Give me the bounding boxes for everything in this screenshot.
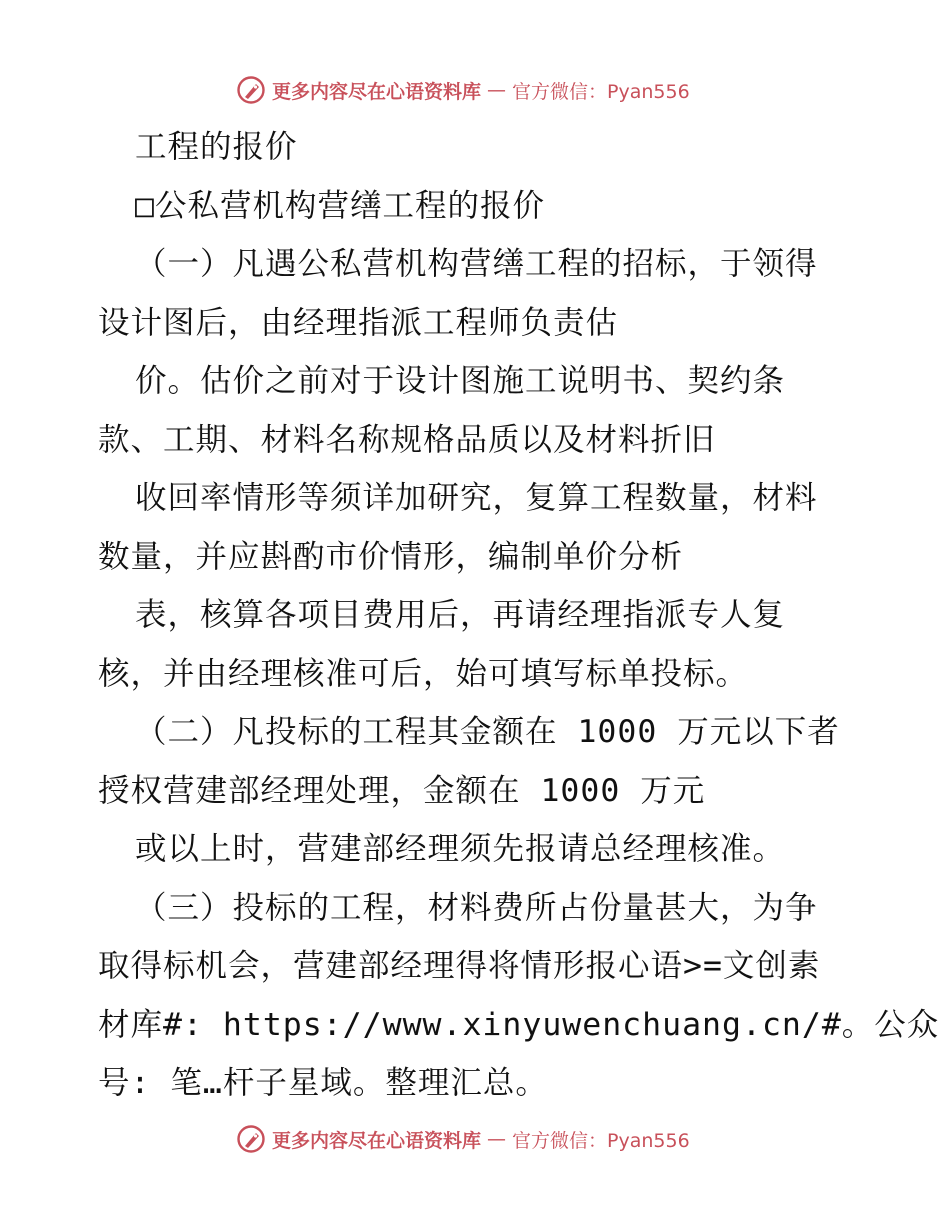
doc-line: 或以上时，营建部经理须先报请总经理核准。 (135, 831, 786, 867)
watermark-dash: — (487, 79, 507, 101)
watermark-main-text: 更多内容尽在心语资料库 (272, 80, 482, 103)
doc-line: （二）凡投标的工程其金额在 1000 万元以下者 (135, 714, 840, 750)
doc-line: 表，核算各项目费用后，再请经理指派专人复 (135, 597, 786, 633)
doc-line: 设计图后，由经理指派工程师负责估 (98, 304, 619, 341)
watermark-contact-text: 官方微信：Pyan556 (512, 80, 690, 103)
doc-line-heading: □公私营机构营缮工程的报价 (135, 187, 545, 224)
pen-nib-circle-icon (236, 75, 266, 105)
doc-line: 收回率情形等须详加研究，复算工程数量，材料 (135, 480, 818, 516)
doc-line: 数量，并应斟酌市价情形，编制单价分析 (98, 538, 684, 575)
doc-line-title: 工程的报价 (135, 129, 298, 165)
doc-line: 号: 笔…杆子星域。整理汇总。 (98, 1065, 548, 1101)
watermark-contact-text: 官方微信：Pyan556 (512, 1129, 690, 1152)
doc-line: （一）凡遇公私营机构营缮工程的招标，于领得 (135, 246, 818, 282)
doc-line: 取得标机会，营建部经理得将情形报心语>=文创素 (98, 948, 821, 984)
watermark-dash: — (487, 1128, 507, 1150)
doc-line: 授权营建部经理处理，金额在 1000 万元 (98, 772, 706, 809)
document-body (98, 118, 940, 1113)
footer-watermark (236, 1122, 690, 1156)
doc-line: 核，并由经理核准可后，始可填写标单投标。 (98, 655, 749, 692)
doc-line: 材库#: https://www.xinyuwenchuang.cn/#。公众 (98, 1006, 940, 1043)
pen-nib-circle-icon (236, 1124, 266, 1154)
doc-line: 款、工期、材料名称规格品质以及材料折旧 (98, 421, 716, 458)
header-watermark (236, 73, 690, 107)
doc-line: 价。估价之前对于设计图施工说明书、契约条 (135, 363, 786, 399)
doc-line: （三）投标的工程，材料费所占份量甚大，为争 (135, 889, 818, 926)
watermark-main-text: 更多内容尽在心语资料库 (272, 1129, 482, 1152)
